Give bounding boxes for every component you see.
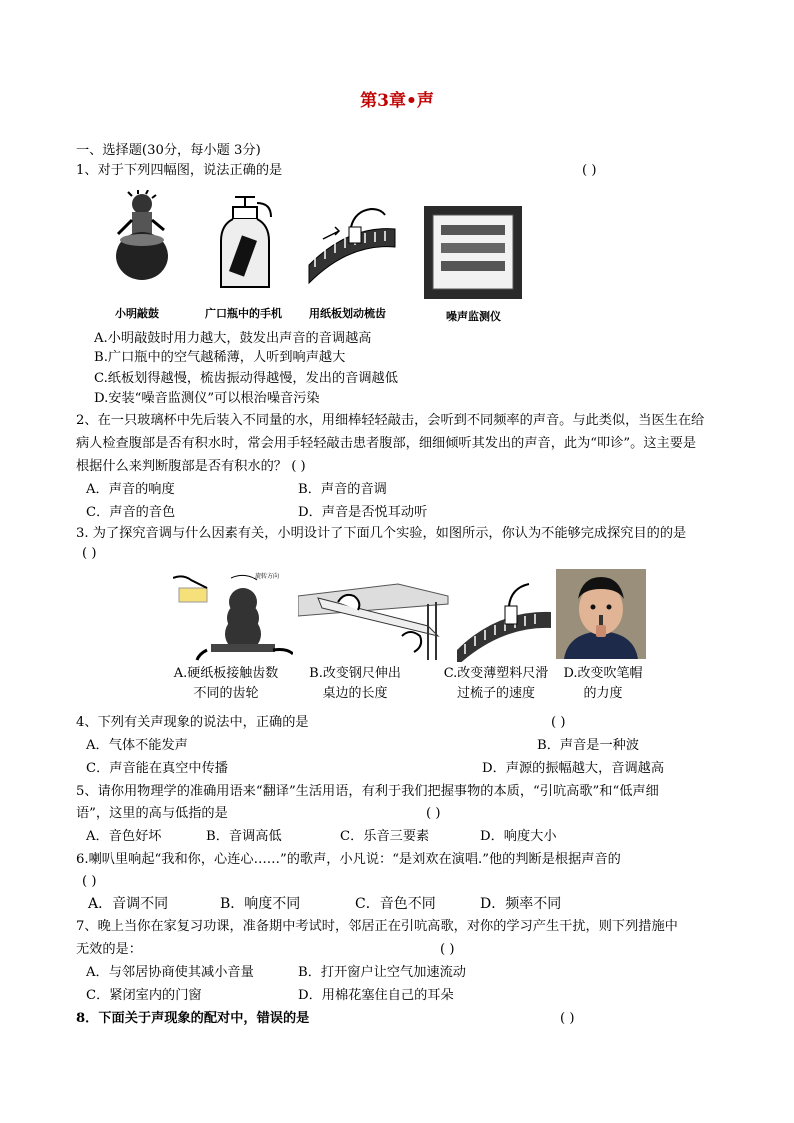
q1-option-d: D.安装“噪音监测仪”可以根治噪音污染: [94, 391, 320, 406]
section-heading: 一、选择题(30分，每小题 3分): [76, 143, 261, 158]
q1-option-c: C.纸板划得越慢，梳齿振动得越慢，发出的音调越低: [94, 371, 398, 386]
q8-stem: 8．下面关于声现象的配对中，错误的是: [76, 1011, 310, 1026]
q5-line-2: 语”，这里的高与低指的是: [76, 806, 228, 821]
q1-caption-3: 用纸板划动梳齿: [309, 307, 386, 320]
q5-option-b: B．音调高低: [206, 829, 282, 844]
q2-line-2: 病人检查腹部是否有积水时，常会用手轻轻敲击患者腹部，细细倾听其发出的声音，此为“叩诊”。这主要是: [76, 436, 697, 451]
q6-option-d: D．频率不同: [480, 896, 562, 912]
q1-caption-4: 噪声监测仪: [446, 310, 501, 323]
page-title: 第3章•声: [360, 91, 434, 111]
figure-noise-monitor: [423, 205, 523, 300]
q4-stem: 4、下列有关声现象的说法中，正确的是: [76, 715, 309, 730]
q3-caption-a: A.硬纸板接触齿数不同的齿轮: [173, 666, 279, 701]
q3-caption-c: C.改变薄塑料尺滑过梳子的速度: [443, 666, 549, 701]
q7-line-2: 无效的是：: [76, 942, 142, 957]
q7-answer-paren: ( ): [440, 942, 455, 957]
q2-option-d: D．声音是否悦耳动听: [298, 505, 428, 520]
q6-option-a: A．音调不同: [88, 896, 169, 912]
q4-option-c: C．声音能在真空中传播: [86, 761, 228, 776]
q1-option-b: B.广口瓶中的空气越稀薄，人听到响声越大: [94, 350, 346, 365]
q3-caption-d: D.改变吹笔帽的力度: [563, 666, 643, 701]
q4-option-d: D．声源的振幅越大，音调越高: [482, 761, 665, 776]
q4-answer-paren: ( ): [551, 715, 566, 730]
figure-boy-blowing-pen-cap: [556, 569, 646, 659]
q4-option-a: A．气体不能发声: [86, 738, 188, 753]
figure-bottle-phone: [215, 195, 275, 295]
q4-option-b: B．声音是一种波: [537, 738, 640, 753]
q1-caption-1: 小明敲鼓: [115, 307, 159, 320]
q8-answer-paren: ( ): [560, 1011, 575, 1026]
q7-option-b: B．打开窗户让空气加速流动: [298, 965, 466, 980]
q1-answer-paren: ( ): [582, 163, 597, 178]
q2-option-c: C．声音的音色: [86, 505, 176, 520]
rotate-direction-label: 旋转方向: [255, 573, 280, 580]
q1-caption-2: 广口瓶中的手机: [205, 307, 282, 320]
q6-answer-paren: ( ): [82, 874, 97, 889]
q7-line-1: 7、晚上当你在家复习功课，准备期中考试时，邻居正在引吭高歌，对你的学习产生干扰，则下列措施中: [76, 919, 678, 934]
figure-drummer: [108, 190, 178, 290]
q5-line-1: 5、请你用物理学的准确用语来“翻译”生活用语，有利于我们把握事物的本质，“引吭高歌”和“低声细: [76, 784, 659, 799]
q5-answer-paren: ( ): [426, 806, 441, 821]
q7-option-c: C．紧闭室内的门窗: [86, 988, 202, 1003]
q3-answer-paren: ( ): [82, 546, 97, 561]
q7-option-a: A．与邻居协商使其减小音量: [86, 965, 254, 980]
figure-ruler-table: [298, 576, 450, 660]
q6-option-b: B．响度不同: [220, 896, 301, 912]
q2-line-1: 2、在一只玻璃杯中先后装入不同量的水，用细棒轻轻敲击，会听到不同频率的声音。与此类似，当医生在给: [76, 413, 705, 428]
figure-comb-card: [305, 205, 400, 285]
figure-plastic-ruler-comb: [455, 580, 555, 662]
q5-option-c: C．乐音三要素: [340, 829, 430, 844]
q2-option-b: B．声音的音调: [298, 482, 387, 497]
q1-stem: 1、对于下列四幅图，说法正确的是: [76, 163, 283, 178]
q3-line-1: 3. 为了探究音调与什么因素有关，小明设计了下面几个实验，如图所示，你认为不能够完成探究目的的是: [76, 526, 687, 541]
q2-option-a: A．声音的响度: [86, 482, 175, 497]
q1-option-a: A.小明敲鼓时用力越大，鼓发出声音的音调越高: [94, 331, 372, 346]
figure-gear-wheels: [173, 570, 293, 662]
q7-option-d: D．用棉花塞住自己的耳朵: [298, 988, 454, 1003]
q6-option-c: C．音色不同: [355, 896, 436, 912]
q3-caption-b: B.改变钢尺伸出桌边的长度: [309, 666, 401, 701]
q5-option-a: A．音色好坏: [86, 829, 162, 844]
q2-line-3: 根据什么来判断腹部是否有积水的？ ( ): [76, 459, 306, 474]
q5-option-d: D．响度大小: [480, 829, 557, 844]
q6-line-1: 6.喇叭里响起“我和你，心连心……”的歌声，小凡说：“是刘欢在演唱.”他的判断是根据声音的: [76, 852, 621, 867]
